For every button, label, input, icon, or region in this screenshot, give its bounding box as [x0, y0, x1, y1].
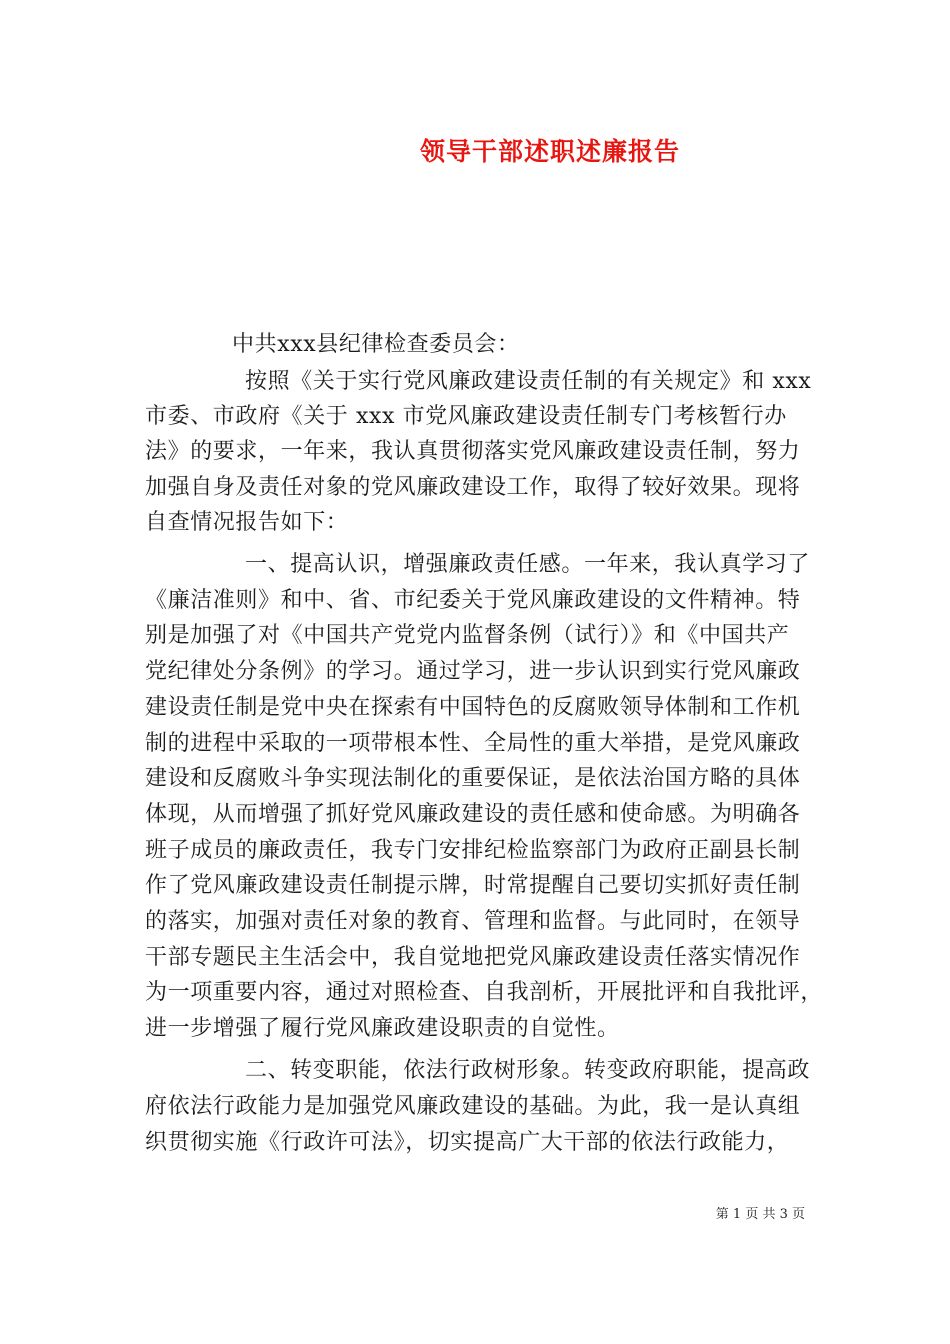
paragraph-line: 法》的要求，一年来，我认真贯彻落实党风廉政建设责任制，努力: [145, 439, 801, 464]
paragraph-line: 二、转变职能，依法行政树形象。转变政府职能，提高政: [245, 1058, 811, 1083]
paragraph-line: 作了党风廉政建设责任制提示牌，时常提醒自己要切实抓好责任制: [145, 873, 801, 898]
paragraph-line: 建设和反腐败斗争实现法制化的重要保证，是依法治国方略的具体: [145, 766, 801, 791]
paragraph-line: 进一步增强了履行党风廉政建设职责的自觉性。: [145, 1016, 620, 1041]
paragraph-line: 市委、市政府《关于 xxx 市党风廉政建设责任制专门考核暂行办: [145, 404, 787, 429]
paragraph-line: 干部专题民主生活会中，我自觉地把党风廉政建设责任落实情况作: [145, 945, 801, 970]
paragraph-line: 为一项重要内容，通过对照检查、自我剖析，开展批评和自我批评，: [145, 980, 824, 1005]
paragraph-line: 党纪律处分条例》的学习。通过学习，进一步认识到实行党风廉政: [145, 659, 801, 684]
paragraph-line: 自查情况报告如下：: [145, 510, 349, 535]
page-number-footer: 第 1 页 共 3 页: [715, 1207, 805, 1222]
paragraph-line: 府依法行政能力是加强党风廉政建设的基础。为此，我一是认真组: [145, 1094, 801, 1119]
paragraph-line: 加强自身及责任对象的党风廉政建设工作，取得了较好效果。现将: [145, 475, 801, 500]
paragraph-line: 班子成员的廉政责任，我专门安排纪检监察部门为政府正副县长制: [145, 838, 801, 863]
paragraph-line: 制的进程中采取的一项带根本性、全局性的重大举措，是党风廉政: [145, 731, 801, 756]
paragraph-line: 织贯彻实施《行政许可法》，切实提高广大干部的依法行政能力，: [145, 1130, 790, 1155]
paragraph-line: 建设责任制是党中央在探索有中国特色的反腐败领导体制和工作机: [145, 695, 801, 720]
paragraph-line: 的落实，加强对责任对象的教育、管理和监督。与此同时，在领导: [145, 909, 801, 934]
salutation: 中共xxx县纪律检查委员会：: [232, 332, 520, 357]
paragraph-line: 别是加强了对《中国共产党党内监督条例（试行）》和《中国共产: [145, 623, 790, 648]
paragraph-line: 体现，从而增强了抓好党风廉政建设的责任感和使命感。为明确各: [145, 802, 801, 827]
paragraph-line: 《廉洁准则》和中、省、市纪委关于党风廉政建设的文件精神。特: [145, 588, 801, 613]
paragraph-line: 一、提高认识，增强廉政责任感。一年来，我认真学习了: [245, 552, 811, 577]
paragraph-line: 按照《关于实行党风廉政建设责任制的有关规定》和 xxx: [245, 369, 812, 394]
document-title: 领导干部述职述廉报告: [419, 137, 680, 166]
